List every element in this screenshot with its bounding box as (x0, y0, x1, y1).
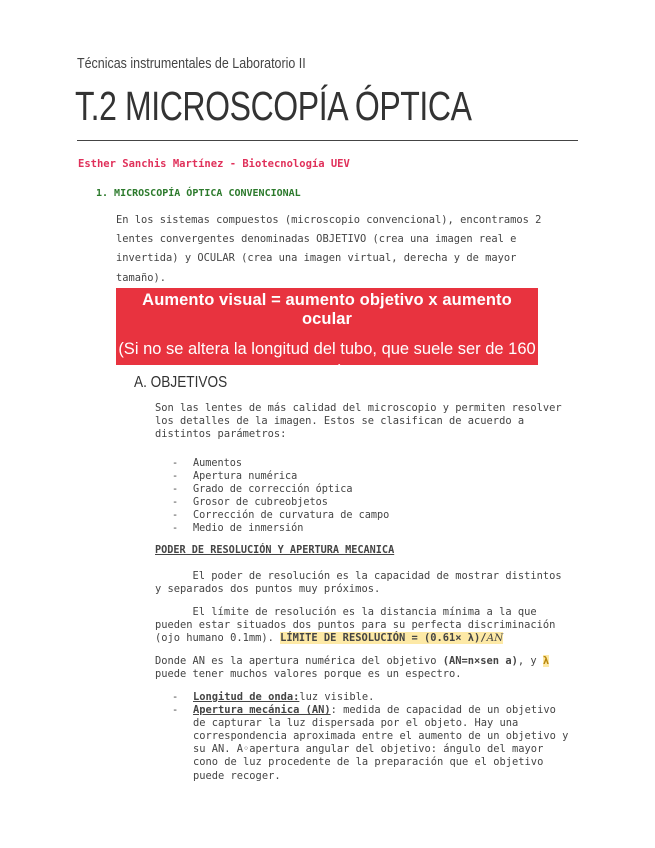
resolution-paragraph-1 (155, 570, 562, 596)
list-item-continuation: cono de luz procedente de la preparación que el objetivo (193, 756, 544, 769)
lambda-symbol: λ (542, 655, 550, 667)
dash-bullet: - (172, 483, 179, 495)
objetivos-bullet-list (172, 458, 389, 535)
dash-bullet: - (172, 458, 179, 469)
banner-formula: Aumento visual = aumento objetivo x aumento ocular (142, 291, 512, 328)
list-item: - Aumentos (172, 458, 243, 469)
dash-bullet: - (172, 522, 179, 534)
list-item: - Apertura mecánica (AN): medida de capacidad de un objetivo (172, 704, 556, 717)
resolution-heading: PODER DE RESOLUCIÓN Y APERTURA MECANICA (155, 545, 395, 556)
list-item: - Grado de corrección óptica (172, 483, 353, 495)
term-aperture: Apertura mecánica (AN) (193, 704, 331, 717)
paragraph-line: lentes convergentes denominadas OBJETIVO (crea una imagen real e (116, 233, 517, 246)
author-line: Esther Sanchis Martínez - Biotecnología UEV (78, 158, 350, 170)
list-item: - Corrección de curvatura de campo (172, 509, 390, 521)
paragraph-line: pueden estar situados dos puntos para su perfecta discriminación (155, 619, 556, 632)
paragraph-line: Son las lentes de más calidad del microscopio y permiten resolver (155, 402, 562, 414)
list-item: - Medio de inmersión (172, 522, 304, 534)
paragraph-line: los detalles de la imagen. Estos se clasifican de acuerdo a (155, 415, 525, 428)
magnification-formula-banner (116, 288, 538, 380)
paragraph-line: tamaño). (116, 271, 167, 284)
banner-note: (Si no se altera la longitud del tubo, que suele ser de 160 mm) (118, 340, 536, 380)
paragraph-line: El poder de resolución es la capacidad de mostrar distintos (155, 570, 562, 582)
resolution-paragraph-2 (155, 606, 555, 646)
resolution-formula: LÍMITE DE RESOLUCIÓN = (0.61× λ)/AN (280, 632, 504, 645)
dash-bullet: - (172, 470, 179, 482)
paragraph-line: Donde AN es la apertura numérica del objetivo (AN=n×sen a), y λ (155, 655, 550, 667)
paragraph-line: puede tener muchos valores porque es un espectro. (155, 668, 462, 681)
paragraph-line: En los sistemas compuestos (microscopio convencional), encontramos 2 (116, 214, 542, 226)
aperture-paragraph (155, 655, 549, 681)
course-subtitle: Técnicas instrumentales de Laboratorio II (77, 56, 306, 72)
list-item-continuation: de capturar la luz dispersada por el objeto. Hay una (193, 717, 519, 730)
section-1-heading: 1. MICROSCOPÍA ÓPTICA CONVENCIONAL (96, 188, 301, 199)
paragraph-line: El límite de resolución es la distancia mínima a la que (155, 606, 537, 618)
page-title: T.2 MICROSCOPÍA ÓPTICA (75, 83, 472, 129)
definitions-list (172, 691, 568, 783)
title-divider (77, 140, 578, 141)
list-item: - Grosor de cubreobjetos (172, 496, 328, 508)
list-item: - Longitud de onda:luz visible. (172, 691, 375, 703)
subsection-a-heading: A. OBJETIVOS (134, 374, 228, 391)
paragraph-line: y separados dos puntos muy próximos. (155, 583, 381, 596)
list-item-continuation: puede recoger. (193, 769, 281, 782)
list-item: - Apertura numérica (172, 470, 298, 482)
objetivos-paragraph (155, 402, 562, 442)
dash-bullet: - (172, 509, 179, 521)
dash-bullet: - (172, 496, 179, 508)
paragraph-line: invertida) y OCULAR (crea una imagen virtual, derecha y de mayor (116, 252, 517, 265)
list-item-continuation: su AN. A◦apertura angular del objetivo: ángulo del mayor (193, 743, 544, 756)
paragraph-line: (ojo humano 0.1mm). LÍMITE DE RESOLUCIÓN = (0.61× λ)/AN (155, 632, 504, 645)
section-1-paragraph (116, 211, 556, 288)
paragraph-line: distintos parámetros: (155, 428, 287, 441)
term-wavelength: Longitud de onda: (193, 691, 300, 703)
list-item-continuation: correspondencia aproximada entre el aumento de un objetivo y (193, 730, 569, 743)
